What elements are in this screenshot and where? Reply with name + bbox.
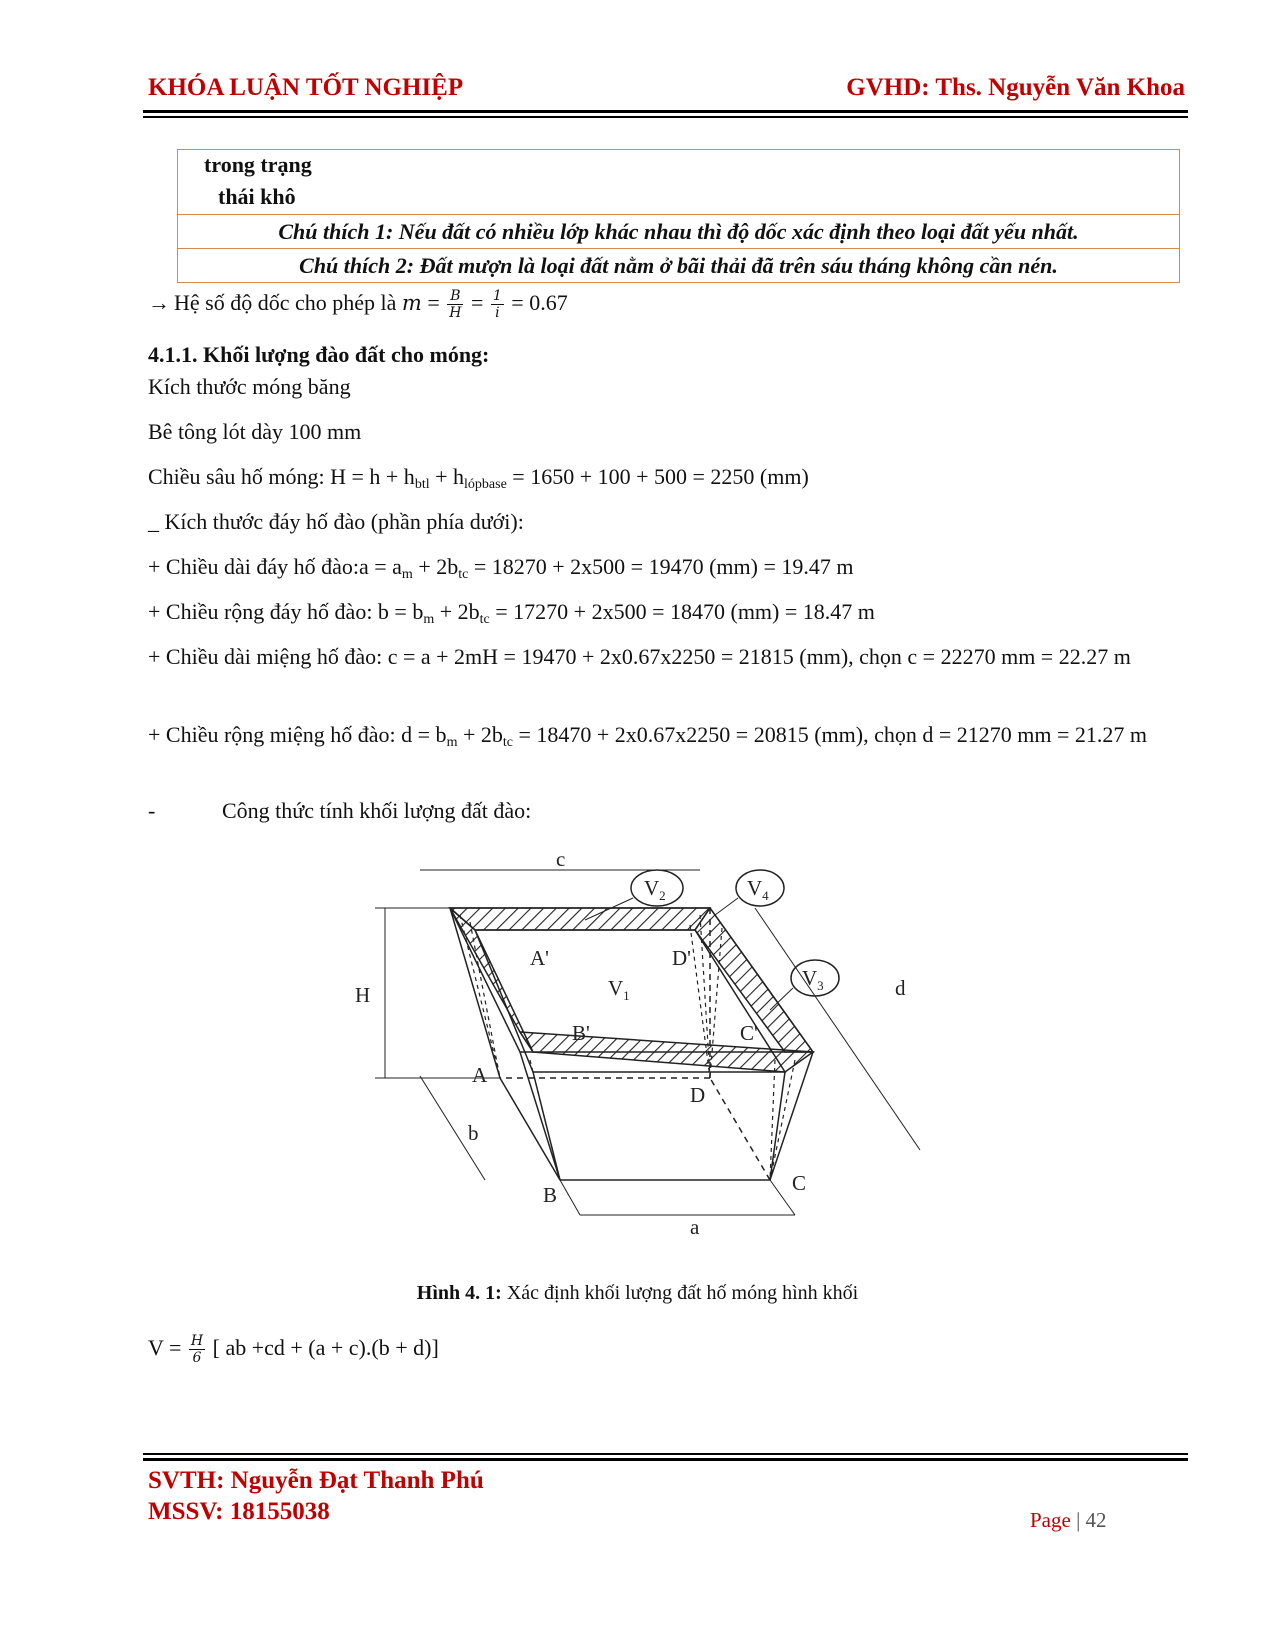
frac-den-i: i: [495, 305, 500, 322]
footer-rule-1: [143, 1453, 1188, 1455]
label-b: b: [468, 1121, 479, 1145]
page-num: 42: [1085, 1508, 1107, 1532]
depth-sub-1: btl: [414, 477, 430, 492]
label-V4-main: V: [747, 876, 763, 900]
len-sub-2: tc: [458, 567, 469, 582]
wid-sub-1: m: [423, 612, 435, 627]
label-A: A: [472, 1063, 488, 1087]
label-A-prime: A': [530, 946, 549, 970]
tw-text-c: = 18470 + 2x0.67x2250 = 20815 (mm), chọn d = 21270 mm = 21.27 m: [512, 722, 1147, 747]
wid-text-a: + Chiều rộng đáy hố đào: b = b: [148, 599, 424, 624]
edge-C-D: [710, 1078, 770, 1180]
band-v2: [450, 908, 710, 930]
label-V3-main: V: [802, 966, 818, 990]
table-note-2: Chú thích 2: Đất mượn là loại đất nằm ở bãi thải đã trên sáu tháng không cần nén.: [178, 248, 1179, 283]
slope-m: m: [401, 291, 422, 315]
label-V4: [747, 876, 769, 903]
len-text-a: + Chiều dài đáy hố đào:a = a: [148, 554, 402, 579]
table-note-1: Chú thích 1: Nếu đất có nhiều lớp khác nhau thì độ dốc xác định theo loại đất yếu nhất.: [178, 214, 1179, 248]
tw-sub-1: m: [446, 735, 458, 750]
len-sub-1: m: [401, 567, 413, 582]
label-V3-sub: 3: [817, 978, 824, 993]
strip-footing-size: Kích thước móng băng: [148, 374, 351, 399]
label-V2-sub: 2: [659, 888, 666, 903]
label-c: c: [556, 847, 566, 871]
depth-text-a: Chiều sâu hố móng: H = h + h: [148, 464, 415, 489]
top-length-line: + Chiều dài miệng hố đào: c = a + 2mH = 19470 + 2x0.67x2250 = 21815 (mm), chọn c = 22270 mm = 22.27 m: [148, 644, 1131, 669]
volume-formula: [148, 1333, 439, 1366]
frac-num-b: B: [447, 288, 463, 305]
label-V1: [608, 976, 630, 1003]
section-heading: 4.1.1. Khối lượng đào đất cho móng:: [148, 342, 490, 367]
figure-caption: [0, 1282, 1275, 1305]
slope-edge-B: [520, 1052, 560, 1180]
label-V1-sub: 1: [623, 988, 630, 1003]
tw-text-b: + 2b: [457, 722, 503, 747]
page-label: Page: [1030, 1508, 1071, 1532]
tw-sub-2: tc: [502, 735, 513, 750]
bottom-size-title: _ Kích thước đáy hố đào (phần phía dưới):: [148, 509, 524, 534]
depth-sub-2: lópbase: [464, 477, 507, 492]
label-V2: [644, 876, 666, 903]
frac-den-h: H: [449, 305, 462, 322]
fraction-h-6: [189, 1333, 205, 1366]
label-C-prime: C': [740, 1021, 758, 1045]
edge-A-B: [500, 1078, 560, 1180]
label-B-prime: B': [572, 1021, 590, 1045]
label-D-prime: D': [672, 946, 691, 970]
slope-eq1: =: [427, 290, 440, 315]
label-H: H: [355, 983, 371, 1007]
wid-text-c: = 17270 + 2x500 = 18470 (mm) = 18.47 m: [489, 599, 875, 624]
label-V3: [802, 966, 824, 993]
depth-text-b: + h: [429, 464, 465, 489]
volume-rest: [ ab +cd + (a + c).(b + d)]: [212, 1335, 439, 1360]
slope-result: = 0.67: [511, 290, 568, 315]
label-V2-main: V: [644, 876, 660, 900]
vol-num-h: H: [190, 1333, 204, 1350]
volume-v: V =: [148, 1335, 182, 1360]
lean-concrete-thickness: Bê tông lót dày 100 mm: [148, 419, 362, 444]
label-C: C: [792, 1171, 807, 1195]
page-number: [1030, 1508, 1107, 1533]
header-advisor: GVHD: Ths. Nguyễn Văn Khoa: [846, 74, 1185, 101]
depth-text-c: = 1650 + 100 + 500 = 2250 (mm): [506, 464, 809, 489]
table-cell-line1: trong trạng: [204, 152, 312, 177]
footer-student-id: MSSV: 18155038: [148, 1498, 330, 1525]
label-B: B: [543, 1183, 558, 1207]
frac-num-1: 1: [492, 288, 502, 305]
label-D: D: [690, 1083, 706, 1107]
header-title: KHÓA LUẬN TỐT NGHIỆP: [148, 74, 464, 101]
len-text-b: + 2b: [412, 554, 459, 579]
wid-text-b: + 2b: [434, 599, 480, 624]
caption-text: Xác định khối lượng đất hố móng hình khối: [501, 1282, 859, 1304]
label-V1-main: V: [608, 976, 624, 1000]
label-V4-sub: 4: [762, 888, 769, 903]
slope-eq2: =: [470, 290, 484, 315]
vol-den-6: 6: [192, 1350, 202, 1367]
wid-sub-2: tc: [479, 612, 490, 627]
label-d: d: [895, 976, 906, 1000]
label-a: a: [690, 1215, 700, 1239]
footer-student: SVTH: Nguyễn Đạt Thanh Phú: [148, 1467, 484, 1494]
len-text-c: = 18270 + 2x500 = 19470 (mm) = 19.47 m: [468, 554, 854, 579]
page-sep: |: [1070, 1508, 1086, 1532]
footer-rule-2: [143, 1458, 1188, 1461]
table-cell-line2: thái khô: [218, 184, 296, 209]
arrow-icon: →: [148, 290, 170, 315]
formula-title: Công thức tính khối lượng đất đào:: [222, 798, 532, 823]
caption-label: Hình 4. 1:: [416, 1282, 502, 1304]
formula-dash: -: [148, 798, 156, 823]
slope-lead: Hệ số độ dốc cho phép là: [174, 290, 397, 315]
tw-text-a: + Chiều rộng miệng hố đào: d = b: [148, 722, 447, 747]
